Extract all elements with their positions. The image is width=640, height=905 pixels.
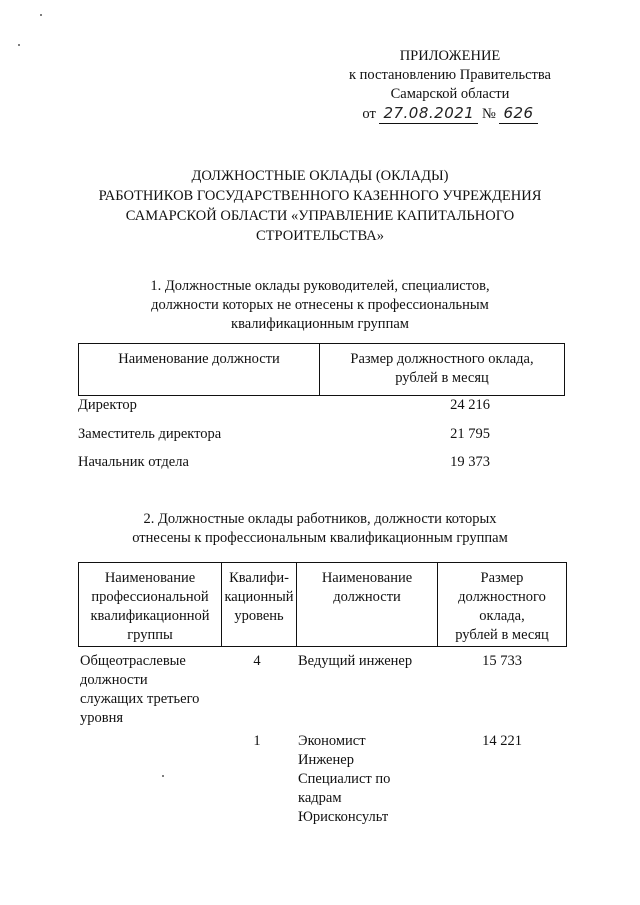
col-position-line: Наименование: [321, 570, 413, 586]
salary-cell: 15 733: [482, 653, 522, 669]
group-name-line: служащих третьего: [80, 691, 200, 707]
col-group-line: группы: [127, 627, 173, 643]
table-1-col-salary: [320, 344, 565, 396]
col-group-line: профессиональной: [91, 589, 209, 605]
title-line-1: ДОЛЖНОСТНЫЕ ОКЛАДЫ (ОКЛАДЫ): [191, 168, 449, 184]
date-prefix: от: [362, 106, 376, 122]
title-line-2: РАБОТНИКОВ ГОСУДАРСТВЕННОГО КАЗЕННОГО УЧРЕЖДЕНИЯ: [98, 188, 542, 204]
section-2-line-1: 2. Должностные оклады работников, должности которых: [143, 511, 497, 527]
scan-speck: [18, 44, 20, 46]
col-level-line: Квалифи-: [229, 570, 289, 586]
col-salary-line: должностного: [458, 589, 546, 605]
annex-line-2: к постановлению Правительства: [349, 67, 551, 83]
table-1-col-salary-line-2: рублей в месяц: [395, 370, 489, 386]
salary-value: 19 373: [450, 454, 490, 470]
table-1-col-name: Наименование должности: [79, 344, 320, 396]
group-name-line: уровня: [80, 710, 124, 726]
position-line: кадрам: [298, 790, 342, 806]
position-name: Начальник отдела: [78, 454, 189, 470]
level-cell: 4: [253, 653, 261, 669]
title-line-3: САМАРСКОЙ ОБЛАСТИ «УПРАВЛЕНИЕ КАПИТАЛЬНОГО: [125, 208, 515, 224]
col-group-line: Наименование: [104, 570, 196, 586]
title-line-4: СТРОИТЕЛЬСТВА»: [255, 228, 385, 244]
group-name-line: Общеотраслевые: [80, 653, 186, 669]
position-cell: Ведущий инженер: [298, 653, 413, 669]
salary-value: 21 795: [450, 425, 490, 442]
col-level-line: кационный: [224, 589, 294, 605]
level-cell: 1: [253, 733, 261, 749]
table-1-body: [78, 397, 565, 483]
col-salary-line: Размер: [480, 570, 524, 586]
number-prefix: №: [481, 106, 496, 122]
position-line: Инженер: [298, 752, 354, 768]
annex-line-3: Самарской области: [390, 86, 510, 102]
table-2-col-salary: [438, 563, 567, 647]
position-list-cell: [298, 732, 438, 827]
salary-cell: 14 221: [482, 733, 522, 749]
scan-speck: [162, 775, 164, 777]
section-1-heading: [90, 277, 550, 334]
table-row: [78, 426, 565, 455]
group-name-cell: [80, 652, 220, 728]
annex-date-line: [340, 104, 560, 124]
document-title: [60, 166, 580, 246]
col-level-line: уровень: [234, 608, 284, 624]
col-salary-line: рублей в месяц: [455, 627, 549, 643]
annex-heading: ПРИЛОЖЕНИЕ: [399, 48, 501, 64]
section-2-line-2: отнесены к профессиональным квалификационным группам: [132, 530, 508, 546]
position-line: Экономист: [298, 733, 366, 749]
table-row: [78, 397, 565, 426]
section-1-line-1: 1. Должностные оклады руководителей, специалистов,: [150, 278, 490, 294]
section-2-heading: [90, 510, 550, 548]
table-1-col-salary-line-1: Размер должностного оклада,: [350, 351, 534, 367]
group-name-line: должности: [80, 672, 148, 688]
scan-speck: [40, 14, 42, 16]
handwritten-date: 27.08.2021: [379, 104, 478, 124]
position-line: Юрисконсульт: [298, 809, 389, 825]
position-name: Директор: [78, 397, 137, 413]
col-salary-line: оклада,: [479, 608, 525, 624]
table-2-col-level: [222, 563, 297, 647]
section-1-line-3: квалификационным группам: [231, 316, 409, 332]
salary-value: 24 216: [450, 397, 490, 413]
table-2-header: [78, 562, 567, 647]
position-line: Специалист по: [298, 771, 391, 787]
section-1-line-2: должности которых не отнесены к профессиональным: [151, 297, 489, 313]
annex-block: [340, 47, 560, 124]
table-row: [78, 454, 565, 483]
table-2-col-position: [297, 563, 438, 647]
position-name: Заместитель директора: [78, 425, 222, 442]
col-position-line: должности: [333, 589, 401, 605]
handwritten-number: 626: [499, 104, 537, 124]
table-1-header: [78, 343, 565, 396]
table-2-col-group: [79, 563, 222, 647]
col-group-line: квалификационной: [90, 608, 210, 624]
